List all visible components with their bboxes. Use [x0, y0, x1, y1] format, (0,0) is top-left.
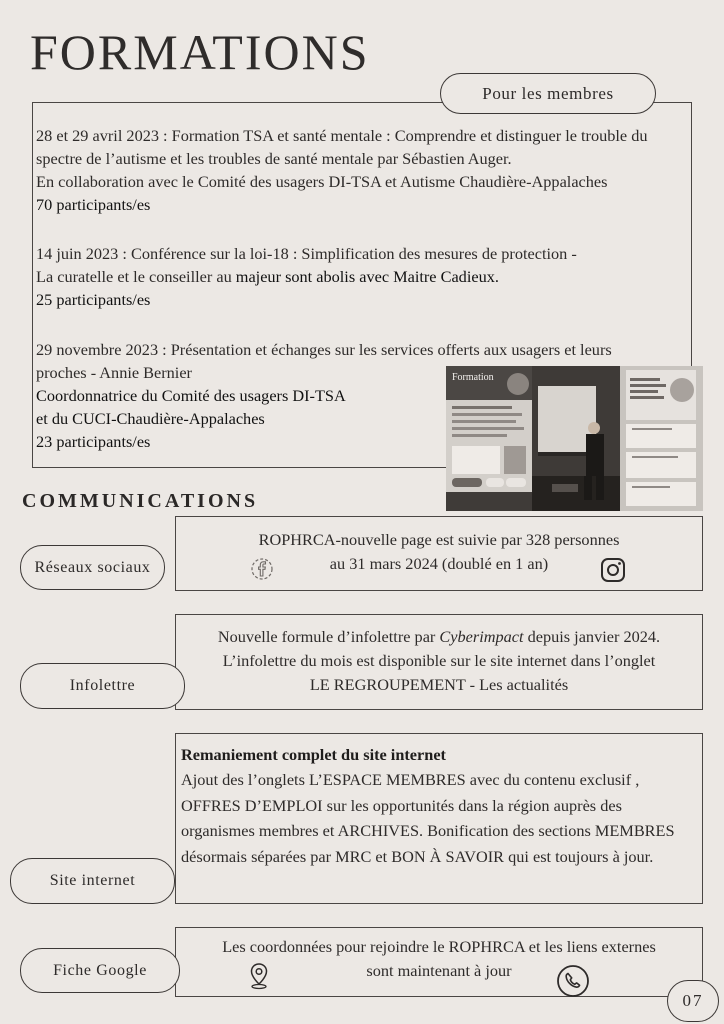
page-number: 07 — [667, 980, 719, 1022]
facebook-icon[interactable] — [250, 557, 274, 581]
phone-icon — [556, 964, 590, 998]
newsletter-line-1a: Nouvelle formule d’infolettre par — [217, 627, 440, 646]
social-media-box — [175, 516, 703, 591]
flyer-photo — [446, 366, 532, 511]
google-listing-box — [175, 927, 703, 997]
entry-detail — [36, 265, 686, 288]
entry-detail-b: majeur sont abolis avec Maitre Cadieux. — [235, 267, 499, 286]
flyer-graphic — [446, 366, 532, 511]
page-title: FORMATIONS — [30, 24, 370, 80]
entry-description: 14 juin 2023 : Conférence sur la loi-18 : Simplification des mesures de protection - — [36, 244, 577, 263]
entry-collaboration: En collaboration avec le Comité des usagers DI-TSA et Autisme Chaudière-Appalaches — [36, 172, 608, 191]
google-line-1: Les coordonnées pour rejoindre le ROPHRCA et les liens externes — [222, 937, 656, 956]
entry-description: 29 novembre 2023 : Présentation et échanges sur les services offerts aux usagers et leurs — [36, 340, 612, 359]
entry-role-2: et du CUCI-Chaudière-Appalaches — [36, 409, 265, 428]
entry-role: Coordonnatrice du Comité des usagers DI-TSA — [36, 386, 346, 405]
newsletter-pill: Infolettre — [20, 663, 185, 709]
website-box — [175, 733, 703, 904]
newsletter-box — [175, 614, 703, 710]
members-pill: Pour les membres — [440, 73, 656, 114]
formation-entry-april — [36, 124, 686, 216]
entry-participants: 23 participants/es — [36, 432, 151, 451]
social-line-2: au 31 mars 2024 (doublé en 1 an) — [329, 554, 549, 573]
website-pill: Site internet — [10, 858, 175, 904]
google-listing-pill: Fiche Google — [20, 948, 180, 993]
entry-detail-a: La curatelle et le conseiller au — [36, 267, 236, 286]
entry-participants: 70 participants/es — [36, 195, 151, 214]
social-media-pill: Réseaux sociaux — [20, 545, 165, 590]
document-graphic — [620, 366, 703, 511]
cyberimpact-text: Cyberimpact — [439, 627, 524, 646]
entry-description: 28 et 29 avril 2023 : Formation TSA et santé mentale : Comprendre et distinguer le trouble du spectre de l’autisme et les troubles de santé mentale par Sébastien Auger. — [36, 126, 648, 168]
google-line-2: sont maintenant à jour — [366, 961, 512, 980]
social-line-1: ROPHRCA-nouvelle page est suivie par 328 personnes — [258, 530, 620, 549]
newsletter-line-2: L’infolettre du mois est disponible sur le site internet dans l’onglet — [222, 651, 656, 670]
website-heading: Remaniement complet du site internet — [181, 745, 446, 764]
website-body: Ajout des l’onglets L’ESPACE MEMBRES avec du contenu exclusif , OFFRES D’EMPLOI sur les opportunités dans la région auprès des organismes membres et ARCHIVES. Bonification des sections MEMBRES désormais séparées par MRC et BON À SAVOIR qui est toujours à jour. — [181, 770, 675, 866]
newsletter-line-1c: depuis janvier 2024. — [523, 627, 661, 646]
location-pin-icon — [248, 962, 270, 990]
instagram-icon[interactable] — [600, 557, 626, 583]
entry-presenter: proches - Annie Bernier — [36, 363, 192, 382]
conference-photo — [532, 366, 620, 511]
flyer-title: Formation — [452, 372, 494, 383]
communications-heading: COMMUNICATIONS — [22, 490, 259, 512]
event-photo-collage — [446, 366, 703, 511]
formation-entry-june — [36, 242, 686, 311]
newsletter-line-1 — [176, 625, 702, 649]
entry-participants: 25 participants/es — [36, 290, 151, 309]
newsletter-line-3: LE REGROUPEMENT - Les actualités — [309, 675, 569, 694]
document-photo — [620, 366, 703, 511]
conference-graphic — [532, 366, 620, 511]
